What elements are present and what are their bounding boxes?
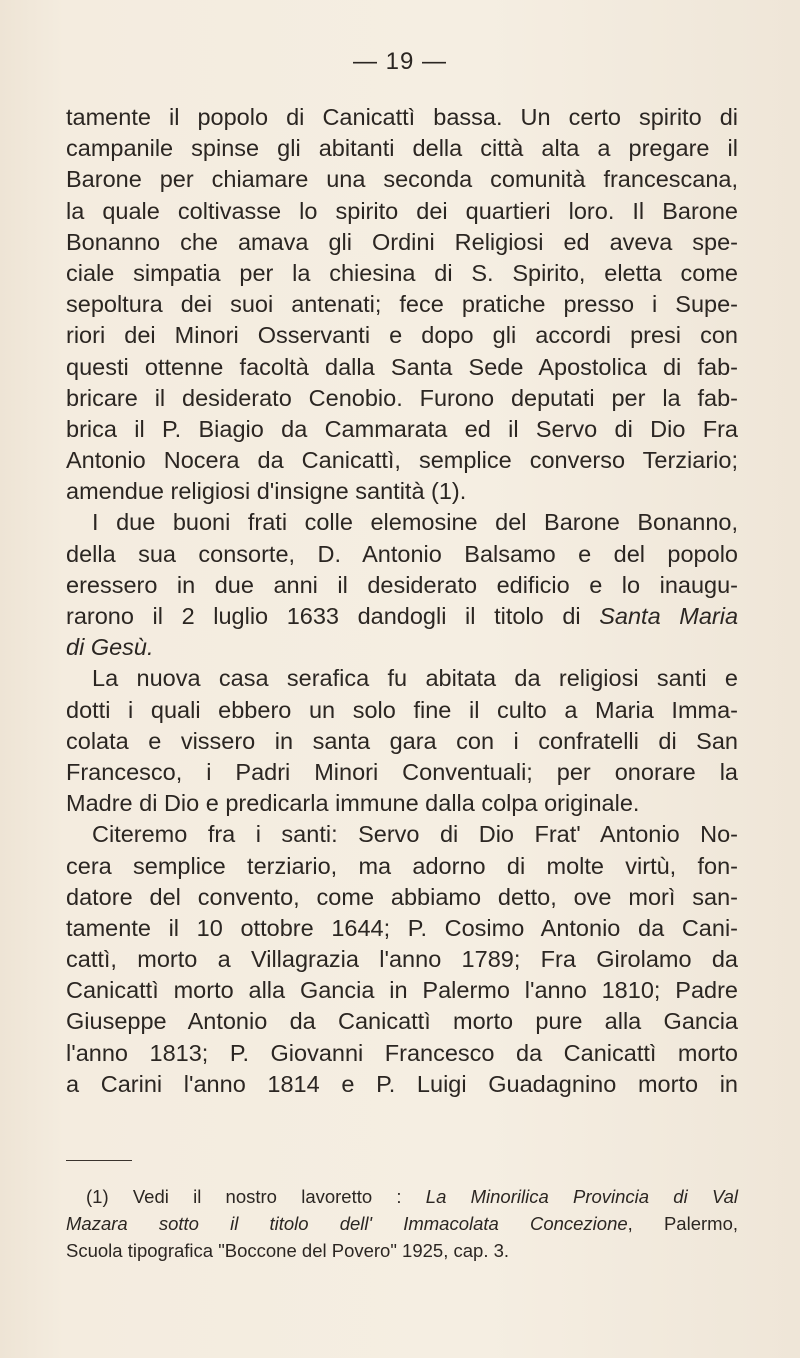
text-fragment: rarono il 2 luglio 1633 dandogli il titolo di: [66, 603, 581, 629]
text-line-with-title: [66, 601, 738, 632]
text-line: amendue religiosi d'insigne santità (1).: [66, 478, 467, 505]
text-line: sepoltura dei suoi antenati; fece pratiche presso i Supe-: [66, 291, 738, 318]
footnote: [66, 1183, 738, 1264]
text-line: riori dei Minori Osservanti e dopo gli accordi presi con: [66, 322, 738, 349]
text-line: cattì, morto a Villagrazia l'anno 1789; Fra Girolamo da: [66, 946, 738, 973]
body-text: [66, 102, 738, 1100]
footnote-line: Scuola tipografica "Boccone del Povero" 1925, cap. 3.: [66, 1240, 510, 1261]
text-line: la quale coltivasse lo spirito dei quartieri loro. Il Barone: [66, 197, 738, 224]
text-line: Citeremo fra i santi: Servo di Dio Frat' Antonio No-: [92, 821, 738, 848]
text-line: brica il P. Biagio da Cammarata ed il Servo di Dio Fra: [66, 415, 738, 442]
footnote-line: [66, 1210, 738, 1237]
footnote-ref: (1) Vedi il nostro lavoretto :: [86, 1186, 402, 1207]
text-line: Bonanno che amava gli Ordini Religiosi ed aveva spe-: [66, 228, 738, 255]
text-line: a Carini l'anno 1814 e P. Luigi Guadagnino morto in: [66, 1070, 738, 1097]
text-line: [66, 632, 738, 663]
text-line: bricare il desiderato Cenobio. Furono deputati per la fab-: [66, 384, 738, 411]
text-line: colata e vissero in santa gara con i confratelli di San: [66, 727, 738, 754]
text-line: l'anno 1813; P. Giovanni Francesco da Canicattì morto: [66, 1039, 738, 1066]
footnote-line: [66, 1183, 738, 1210]
text-line: Antonio Nocera da Canicattì, semplice converso Terziario;: [66, 447, 738, 474]
text-line: Giuseppe Antonio da Canicattì morto pure alla Gancia: [66, 1008, 738, 1035]
text-line: della sua consorte, D. Antonio Balsamo e del popolo: [66, 540, 738, 567]
text-line: Francesco, i Padri Minori Conventuali; per onorare la: [66, 758, 738, 785]
text-line: Canicattì morto alla Gancia in Palermo l'anno 1810; Padre: [66, 977, 738, 1004]
work-title-cont: Mazara sotto il titolo dell' Immacolata Concezione: [66, 1213, 628, 1234]
text-line: campanile spinse gli abitanti della città alta a pregare il: [66, 135, 738, 162]
text-line: questi ottenne facoltà dalla Santa Sede Apostolica di fab-: [66, 353, 738, 380]
text-line: eressero in due anni il desiderato edificio e lo inaugu-: [66, 571, 738, 598]
church-title-cont: di Gesù.: [66, 634, 154, 661]
footnote-rule: [66, 1160, 132, 1161]
footnote-place: , Palermo,: [627, 1213, 738, 1234]
text-line: cera semplice terziario, ma adorno di molte virtù, fon-: [66, 852, 738, 879]
text-line: tamente il popolo di Canicattì bassa. Un certo spirito di: [66, 104, 738, 130]
text-line: tamente il 10 ottobre 1644; P. Cosimo Antonio da Cani-: [66, 914, 738, 941]
text-line: ciale simpatia per la chiesina di S. Spirito, eletta come: [66, 259, 738, 286]
text-line: datore del convento, come abbiamo detto, ove morì san-: [66, 883, 738, 910]
work-title: La Minorilica Provincia di Val: [425, 1186, 738, 1207]
text-line: Madre di Dio e predicarla immune dalla colpa originale.: [66, 790, 640, 817]
text-line: La nuova casa serafica fu abitata da religiosi santi e: [92, 665, 738, 692]
church-title: Santa Maria: [599, 603, 739, 629]
text-line: dotti i quali ebbero un solo fine il culto a Maria Imma-: [66, 696, 738, 723]
page-number: — 19 —: [352, 48, 448, 75]
text-line: Barone per chiamare una seconda comunità francescana,: [66, 166, 738, 193]
text-line: I due buoni frati colle elemosine del Barone Bonanno,: [92, 509, 738, 536]
